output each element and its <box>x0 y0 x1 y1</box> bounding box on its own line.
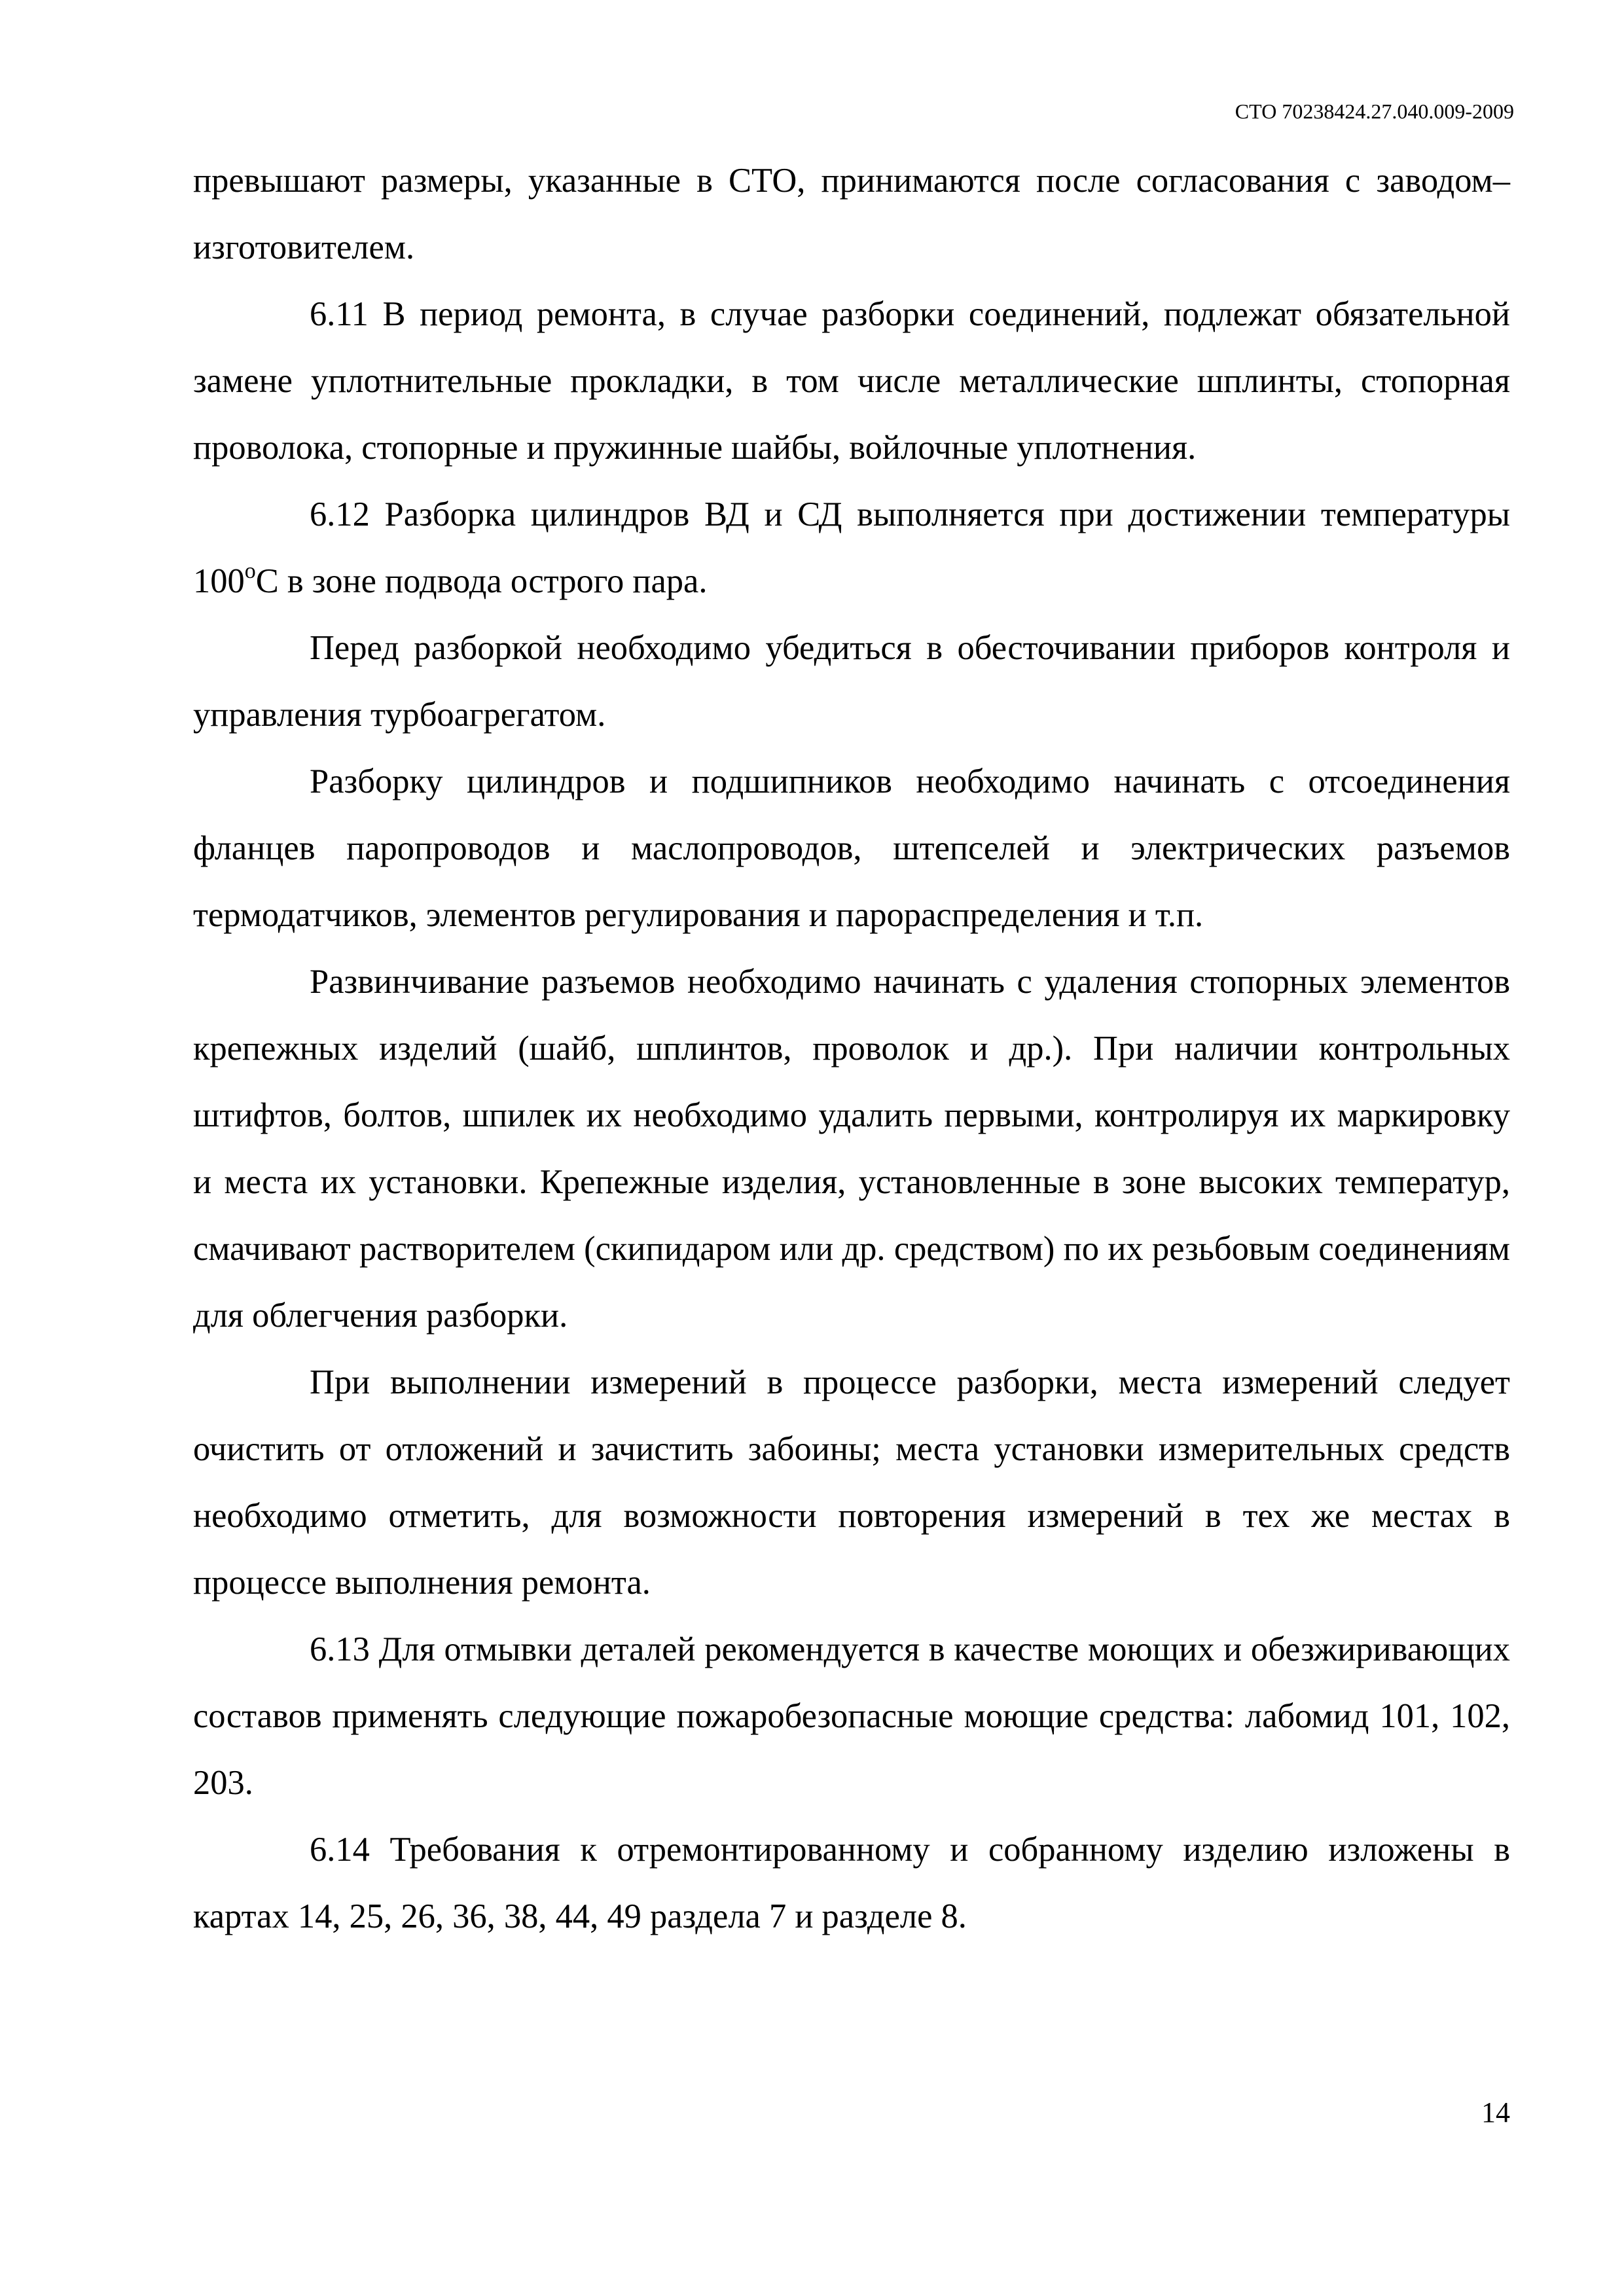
paragraph-6-12 <box>193 481 1510 615</box>
paragraph-6-13: 6.13 Для отмывки деталей рекомендуется в качестве моющих и обезжиривающих составов применять следующие пожаробезопасные моющие средства: лабомид 101, 102, 203. <box>193 1630 1510 1802</box>
paragraph-power-off: Перед разборкой необходимо убедиться в обесточивании приборов контроля и управления турбоагрегатом. <box>193 629 1510 734</box>
paragraph-unscrewing: Развинчивание разъемов необходимо начинать с удаления стопорных элементов крепежных изделий (шайб, шплинтов, проволок и др.). При наличии контрольных штифтов, болтов, шпилек их необходимо удалить первыми, контролируя их маркировку и места их установки. Крепежные изделия, установленные в зоне высоких температур, смачивают растворителем (скипидаром или др. средством) по их резьбовым соединениям для облегчения разборки. <box>193 963 1510 1335</box>
degree-superscript: о <box>244 559 256 583</box>
page-number: 14 <box>1481 2096 1510 2128</box>
paragraph-disassembly-start: Разборку цилиндров и подшипников необходимо начинать с отсоединения фланцев паропроводов и маслопроводов, штепселей и электрических разъемов термодатчиков, элементов регулирования и парораспределения и т.п. <box>193 762 1510 934</box>
paragraph-continuation: превышают размеры, указанные в СТО, принимаются после согласования с заводом–изготовителем. <box>193 162 1510 266</box>
paragraph-6-12-text: 6.12 Разборка цилиндров ВД и СД выполняется при достижении температуры 100 <box>193 495 1510 600</box>
paragraph-6-11: 6.11 В период ремонта, в случае разборки соединений, подлежат обязательной замене уплотнительные прокладки, в том числе металлические шплинты, стопорная проволока, стопорные и пружинные шайбы, войлочные уплотнения. <box>193 295 1510 467</box>
document-code: СТО 70238424.27.040.009-2009 <box>1235 99 1514 123</box>
paragraph-6-12-text-end: С в зоне подвода острого пара. <box>255 562 708 600</box>
paragraph-6-14: 6.14 Требования к отремонтированному и собранному изделию изложены в картах 14, 25, 26, 36, 38, 44, 49 раздела 7 и разделе 8. <box>193 1831 1510 1935</box>
paragraph-measurements: При выполнении измерений в процессе разборки, места измерений следует очистить от отложений и зачистить забоины; места установки измерительных средств необходимо отметить, для возможности повторения измерений в тех же местах в процессе выполнения ремонта. <box>193 1363 1510 1602</box>
page-body <box>193 147 1510 1950</box>
